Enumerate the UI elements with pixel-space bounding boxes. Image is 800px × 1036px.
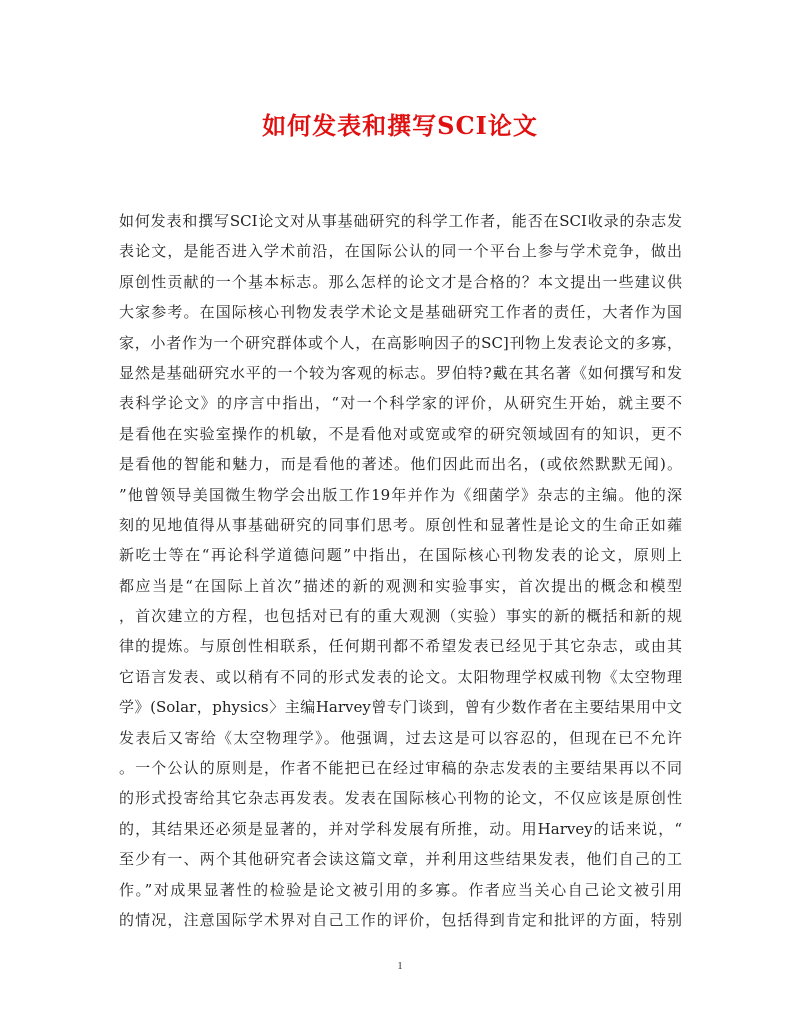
- body-line: 表科学论文》的序言中指出，“对一个科学家的评价，从研究生开始，就主要不: [119, 394, 682, 413]
- body-line: ，首次建立的方程，也包括对已有的重大观测（实验）事实的新的概括和新的规: [119, 607, 682, 626]
- body-line: 至少有一、两个其他研究者会读这篇文章，并利用这些结果发表，他们自己的工: [119, 850, 682, 869]
- body-line: 发表后又寄给《太空物理学》。他强调，过去这是可以容忍的，但现在已不允许: [119, 728, 682, 747]
- document-body: [119, 206, 682, 935]
- body-line: 都应当是“在国际上首次”描述的新的观测和实验事实，首次提出的概念和模型: [119, 576, 682, 595]
- body-line: 新吃士等在“再论科学道德问题”中指出，在国际核心刊物发表的论文，原则上: [119, 546, 682, 565]
- body-line: 作。”对成果显著性的检验是论文被引用的多寡。作者应当关心自己论文被引用: [119, 880, 682, 899]
- body-line: 原创性贡献的一个基本标志。那么怎样的论文才是合格的？本文提出一些建议供: [119, 272, 682, 291]
- body-line: 是看他的智能和魅力，而是看他的著述。他们因此而出名，(或依然默默无闻)。: [119, 455, 682, 474]
- page-number: 1: [397, 960, 403, 972]
- body-line: 它语言发表、或以稍有不同的形式发表的论文。太阳物理学权威刊物《太空物理: [119, 667, 682, 686]
- body-line: 的，其结果还必须是显著的，并对学科发展有所推，动。用Harvey的话来说，“: [119, 819, 682, 838]
- body-line: 。一个公认的原则是，作者不能把已在经过审稿的杂志发表的主要结果再以不同: [119, 759, 682, 778]
- body-line: ”他曾领导美国微生物学会出版工作19年并作为《细菌学》杂志的主编。他的深: [119, 485, 682, 504]
- body-line: 是看他在实验室操作的机敏，不是看他对或宽或窄的研究领域固有的知识，更不: [119, 424, 682, 443]
- body-line: 显然是基础研究水平的一个较为客观的标志。罗伯特?戴在其名著《如何撰写和发: [119, 363, 682, 382]
- body-line: 如何发表和撰写SCI论文对从事基础研究的科学工作者，能否在SCI收录的杂志发: [119, 212, 682, 230]
- body-line: 的情况，注意国际学术界对自己工作的评价，包括得到肯定和批评的方面，特别: [119, 910, 682, 929]
- body-line: 刻的见地值得从事基础研究的同事们思考。原创性和显著性是论文的生命正如蕹: [119, 515, 682, 534]
- body-line: 家，小者作为一个研究群体或个人，在高影响因子的SC]刊物上发表论文的多寡，: [119, 333, 682, 352]
- body-line: 律的提炼。与原创性相联系，任何期刊都不希望发表已经见于其它杂志，或由其: [119, 637, 682, 656]
- body-line: 表论文，是能否进入学术前沿，在国际公认的同一个平台上参与学术竞争，做出: [119, 242, 682, 261]
- body-line: 大家参考。在国际核心刊物发表学术论文是基础研究工作者的责任，大者作为国: [119, 303, 682, 322]
- document-title: 如何发表和撰写SCI论文: [262, 111, 538, 140]
- body-line: 的形式投寄给其它杂志再发表。发表在国际核心刊物的论文，不仅应该是原创性: [119, 789, 682, 808]
- body-line: 学》(Solar，physics〉主编Harvey曾专门谈到，曾有少数作者在主要结果用中文: [119, 698, 682, 717]
